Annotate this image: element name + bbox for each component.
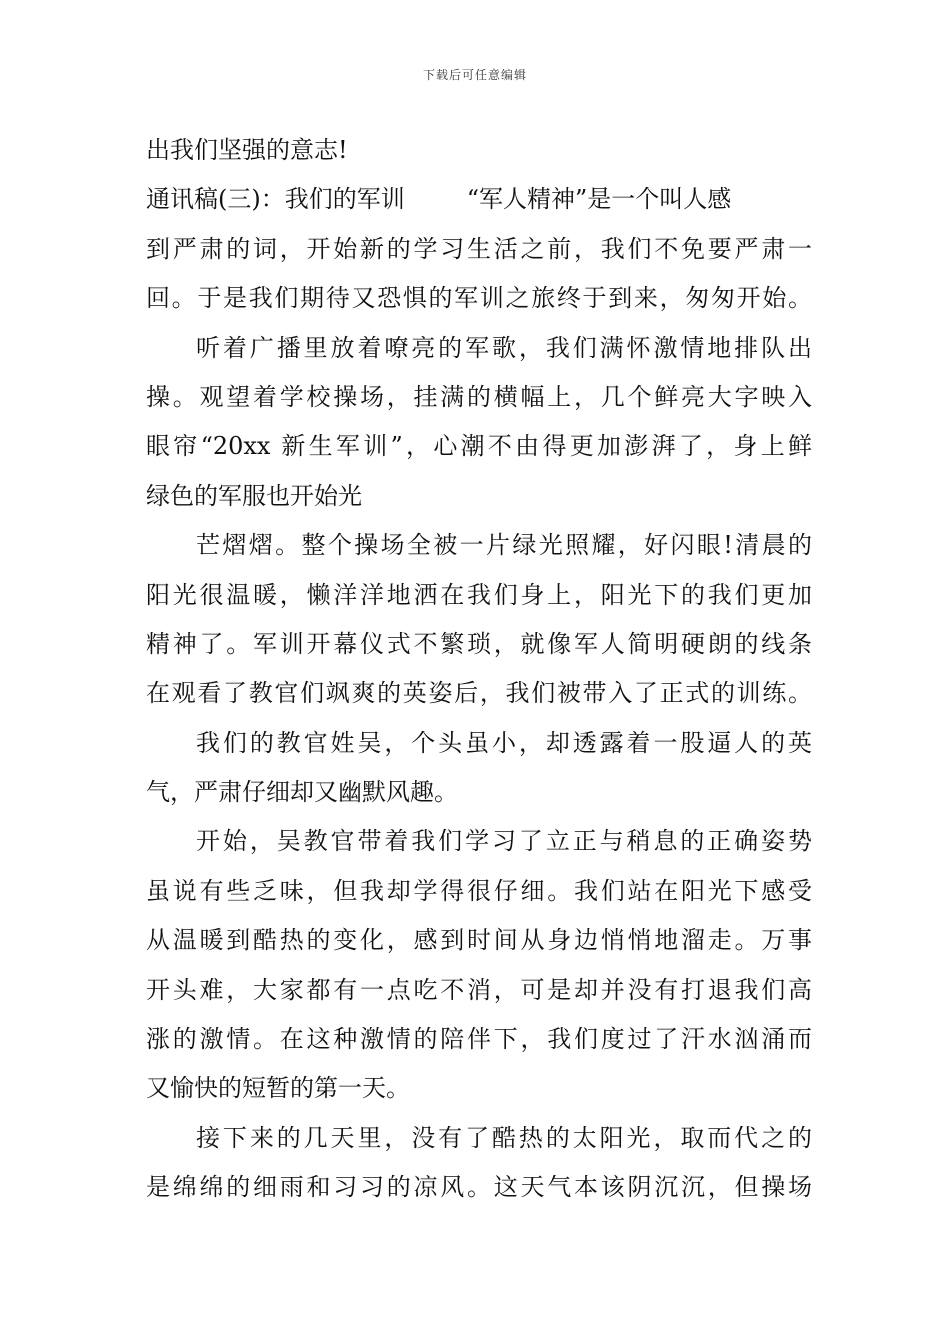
text-line: 到严肃的词，开始新的学习生活之前，我们不免要严肃一 — [146, 234, 812, 263]
text-line: 虽说有些乏味，但我却学得很仔细。我们站在阳光下感受 — [146, 876, 812, 905]
paragraph-start-line: 听着广播里放着嘹亮的军歌，我们满怀激情地排队出 — [196, 333, 812, 362]
page-header: 下载后可任意编辑 — [422, 68, 527, 82]
paragraph-start-line: 开始，吴教官带着我们学习了立正与稍息的正确姿势 — [196, 827, 812, 856]
text-line: 回。于是我们期待又恐惧的军训之旅终于到来，匆匆开始。 — [146, 284, 812, 313]
document-body — [146, 126, 812, 1213]
text-line: 操。观望着学校操场，挂满的横幅上，几个鲜亮大字映入 — [146, 382, 812, 411]
text-line: 在观看了教官们飒爽的英姿后，我们被带入了正式的训练。 — [146, 679, 812, 708]
text-line: 绿色的军服也开始光 — [146, 481, 362, 510]
paragraph-start-line: 芒熠熠。整个操场全被一片绿光照耀，好闪眼!清晨的 — [196, 531, 812, 560]
paragraph-start-line: 接下来的几天里，没有了酷热的太阳光，取而代之的 — [196, 1123, 812, 1152]
text-line: 开头难，大家都有一点吃不消，可是却并没有打退我们高 — [146, 975, 812, 1004]
text-line: 涨的激情。在这种激情的陪伴下，我们度过了汗水汹涌而 — [146, 1025, 812, 1054]
text-line: 阳光很温暖，懒洋洋地洒在我们身上，阳光下的我们更加 — [146, 580, 812, 609]
text-line: 从温暖到酷热的变化，感到时间从身边悄悄地溜走。万事 — [146, 926, 812, 955]
section-title: 通讯稿(三)：我们的军训 — [146, 185, 405, 214]
text-line: 又愉快的短暂的第一天。 — [146, 1074, 410, 1103]
text-line: 气，严肃仔细却又幽默风趣。 — [146, 778, 458, 807]
text-line-heading — [146, 175, 812, 224]
text-line: 是绵绵的细雨和习习的凉风。这天气本该阴沉沉，但操场 — [146, 1173, 812, 1202]
paragraph-start-line: 我们的教官姓吴，个头虽小，却透露着一股逼人的英 — [196, 728, 812, 757]
text-segment: “军人精神”是一个叫人感 — [466, 185, 732, 214]
text-line: 出我们坚强的意志! — [146, 136, 348, 164]
text-line: 精神了。军训开幕仪式不繁琐，就像军人简明硬朗的线条 — [146, 629, 812, 658]
text-line: 眼帘“20xx 新生军训”，心潮不由得更加澎湃了，身上鲜 — [146, 432, 812, 461]
